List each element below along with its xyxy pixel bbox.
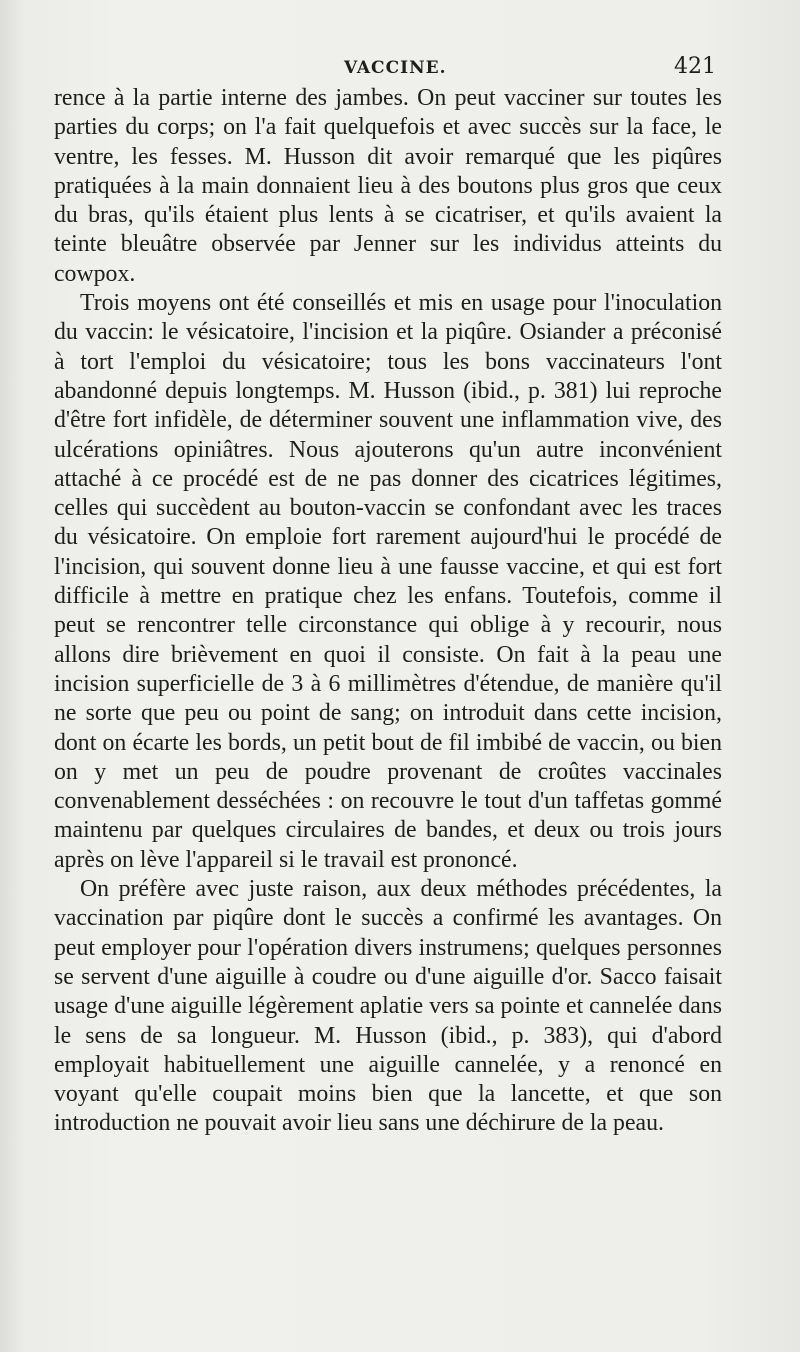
paragraph-1: rence à la partie interne des jambes. On peut vacciner sur toutes les parties du corps; on l'a fait quelquefois et avec succès sur la face, le ventre, les fesses. M. Husson dit avoir remarqué que les piqûres pratiquées à la main donnaient lieu à des boutons plus gros que ceux du bras, qu'ils étaient plus lents à se cicatriser, et qu'ils avaient la teinte bleuâtre observée par Jenner sur les individus atteints du cowpox. — [54, 85, 722, 287]
paragraph-2: Trois moyens ont été conseillés et mis en usage pour l'inoculation du vaccin: le vésicatoire, l'incision et la piqûre. Osiander a préconisé à tort l'emploi du vésicatoire; tous les bons vaccinateurs l'ont abandonné depuis longtemps. M. Husson (ibid., p. 381) lui reproche d'être fort infidèle, de déterminer souvent une inflammation vive, des ulcérations opiniâtres. Nous ajouterons qu'un autre inconvénient attaché à ce procédé est de ne pas donner des cicatrices légitimes, celles qui succèdent au bouton-vaccin se confondant avec les traces du vésicatoire. On emploie fort rarement aujourd'hui le procédé de l'incision, qui souvent donne lieu à une fausse vaccine, et qui est fort difficile à mettre en pratique chez les enfans. Toutefois, comme il peut se rencontrer telle circonstance qui oblige à y recourir, nous allons dire brièvement en quoi il consiste. On fait à la peau une incision superficielle de 3 à 6 millimètres d'étendue, de manière qu'il ne sorte que peu ou point de sang; on introduit dans cette incision, dont on écarte les bords, un petit bout de fil imbibé de vaccin, ou bien on y met un peu de poudre provenant de croûtes vaccinales convenablement desséchées : on recouvre le tout d'un taffetas gommé maintenu par quelques circulaires de bandes, et deux ou trois jours après on lève l'appareil si le travail est prononcé. — [54, 290, 722, 873]
body-text — [54, 84, 722, 1139]
paragraph-3: On préfère avec juste raison, aux deux méthodes précédentes, la vaccination par piqûre dont le succès a confirmé les avantages. On peut employer pour l'opération divers instrumens; quelques personnes se servent d'une aiguille à coudre ou d'une aiguille d'or. Sacco faisait usage d'une aiguille légèrement aplatie vers sa pointe et cannelée dans le sens de sa longueur. M. Husson (ibid., p. 383), qui d'abord employait habituellement une aiguille cannelée, y a renoncé en voyant qu'elle coupait moins bien que la lancette, et que son introduction ne pouvait avoir lieu sans une déchirure de la peau. — [54, 876, 722, 1137]
running-title: VACCINE. — [344, 58, 447, 78]
page-number: 421 — [674, 54, 716, 79]
